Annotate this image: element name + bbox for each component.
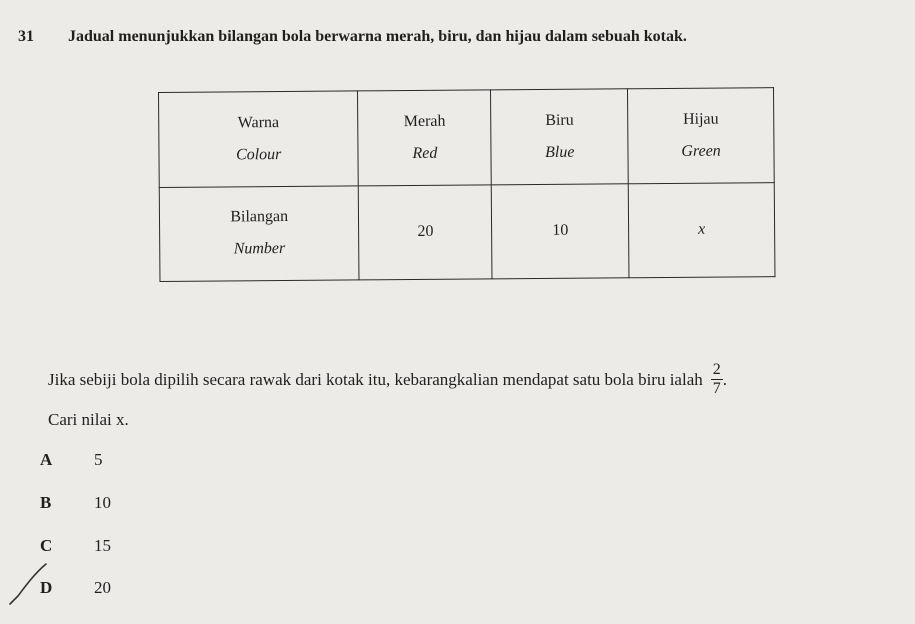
handwritten-check-mark-icon — [6, 562, 56, 612]
row-label-malay: Bilangan — [230, 208, 289, 226]
option-c-letter: C — [40, 536, 53, 555]
header-red-english: Red — [412, 144, 438, 162]
option-b-value: 10 — [94, 493, 111, 512]
header-red-malay: Merah — [403, 112, 446, 130]
table-header-row — [159, 88, 775, 187]
row-label-cell — [159, 185, 359, 281]
header-green-malay: Hijau — [682, 110, 719, 128]
header-cell-red — [358, 90, 492, 186]
option-c-value: 15 — [94, 536, 111, 555]
value-green: x — [628, 182, 775, 278]
probability-statement — [48, 362, 727, 397]
value-blue: 10 — [492, 183, 630, 279]
ball-count-table — [158, 87, 775, 282]
fraction-denominator: 7 — [712, 380, 721, 397]
header-cell-blue — [491, 89, 629, 185]
option-d-letter: D — [40, 578, 53, 597]
question-text: Jadual menunjukkan bilangan bola berwarna merah, biru, dan hijau dalam sebuah kotak. — [68, 28, 687, 45]
fraction-numerator: 2 — [712, 361, 721, 378]
table-row — [159, 182, 775, 281]
option-b-letter: B — [40, 493, 52, 512]
header-blue-malay: Biru — [545, 111, 574, 129]
probability-prompt: Jika sebiji bola dipilih secara rawak dari kotak itu, kebarangkalian mendapat satu bola biru ialah — [48, 369, 703, 389]
question-number: 31 — [18, 28, 34, 45]
option-b[interactable] — [40, 493, 111, 513]
option-c[interactable] — [40, 536, 111, 556]
header-cell-colour — [159, 91, 359, 187]
prompt-period: . — [722, 369, 727, 389]
header-blue-english: Blue — [545, 143, 575, 161]
row-label-english: Number — [233, 240, 286, 258]
value-red: 20 — [359, 184, 493, 280]
header-green-english: Green — [681, 142, 721, 160]
probability-fraction — [711, 362, 723, 397]
option-a-letter: A — [40, 450, 53, 469]
header-colour-malay: Warna — [237, 113, 280, 132]
instruction-text: Cari nilai x. — [48, 410, 129, 429]
header-cell-green — [628, 88, 775, 184]
option-a[interactable] — [40, 450, 103, 470]
option-a-value: 5 — [94, 450, 103, 469]
header-colour-english: Colour — [235, 145, 282, 164]
option-d-value: 20 — [94, 578, 111, 597]
